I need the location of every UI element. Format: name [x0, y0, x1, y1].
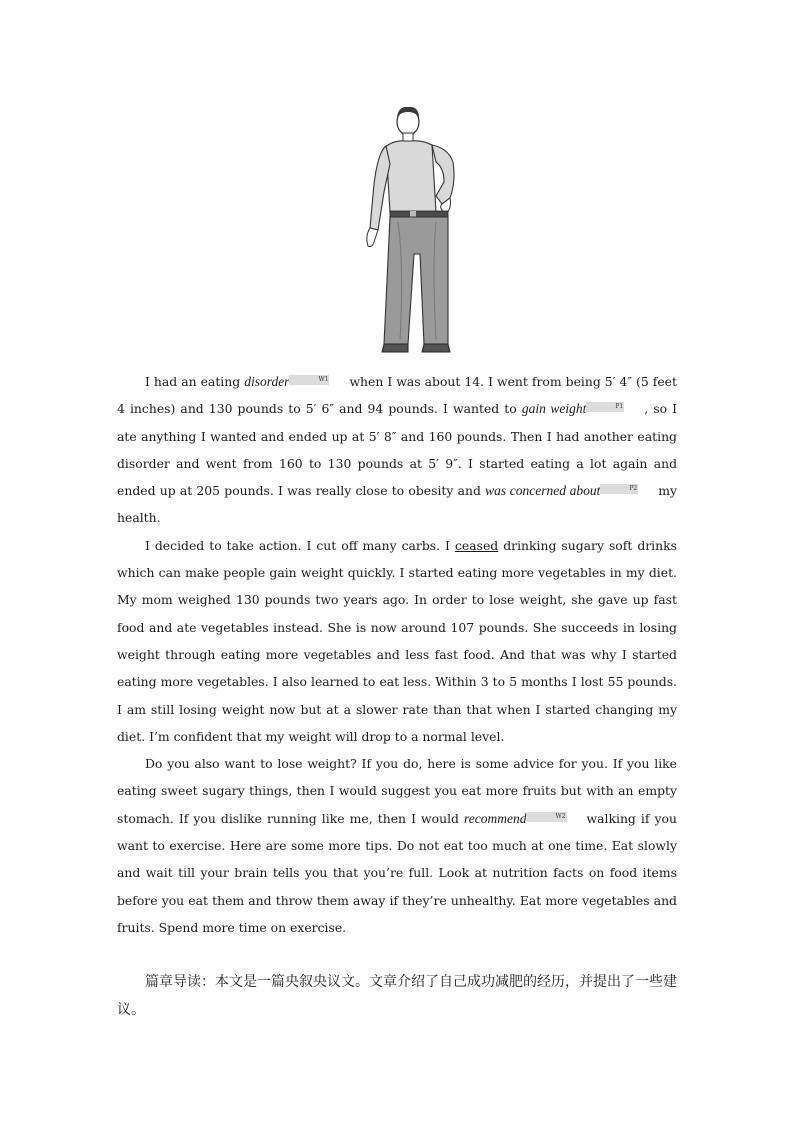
note-label: 篇章导读： [145, 974, 215, 990]
standing-man-illustration [352, 104, 472, 356]
text-span: , so I ate anything I wanted and ended up at 5′ 8″ and 160 pounds. Then I had another eating disorder and went from 160 to 130 pounds at 5′ 9″. I started eating a lot again and ended up at 205 pounds. I was really close to obesity and [117, 401, 677, 499]
text-span: I had an eating [145, 374, 245, 389]
text-span: Do you also want to lose weight? If you do, here is some advice for you. If you like eating sweet sugary things, then I would suggest you eat more fruits but with an empty stomach. If you dislike running like me, then I would [117, 756, 677, 826]
gloss-phrase: gain weight [521, 401, 587, 417]
paragraph-2 [117, 532, 677, 750]
underlined-word: ceased [454, 537, 499, 553]
paragraph-3 [117, 750, 677, 941]
text-span: my health. [117, 483, 677, 526]
gloss-word: disorder [244, 374, 290, 389]
paragraph-1 [117, 368, 677, 532]
text-span: when I was about 14. I went from being 5′ 4″ (5 feet 4 inches) and 130 pounds to 5′ 6″ and 94 pounds. I wanted to [117, 374, 677, 417]
gloss-tag: P2 [600, 484, 638, 494]
text-span: walking if you want to exercise. Here are some more tips. Do not eat too much at one time. Eat slowly and wait till your brain tells you that you’re full. Look at nutrition facts on food items before you eat them and throw them away if they’re unhealthy. Eat more vegetables and fruits. Spend more time on exercise. [117, 810, 677, 935]
gloss-phrase: was concerned about [485, 483, 601, 499]
note-text: 本文是一篇央叙央议文。文章介绍了自己成功减肥的经历，并提出了一些建议。 [117, 974, 677, 1018]
gloss-word: recommend [464, 810, 527, 826]
gloss-tag: P1 [586, 402, 624, 412]
gloss-tag: W2 [527, 812, 567, 822]
text-span: drinking sugary soft drinks which can make people gain weight quickly. I started eating more vegetables in my diet. My mom weighed 130 pounds two years ago. In order to lose weight, she gave up fast food and ate vegetables instead. She is now around 107 pounds. She succeeds in losing weight through eating more vegetables and less fast food. And that was why I started eating more vegetables. I also learned to eat less. Within 3 to 5 months I lost 55 pounds. I am still losing weight now but at a slower rate than that when I started changing my diet. I’m confident that my weight will drop to a normal level. [117, 537, 677, 744]
gloss-tag: W1 [289, 375, 329, 385]
text-span: I decided to take action. I cut off many carbs. I [145, 537, 455, 553]
article-body [117, 368, 677, 941]
chapter-guide-note [117, 968, 677, 1024]
